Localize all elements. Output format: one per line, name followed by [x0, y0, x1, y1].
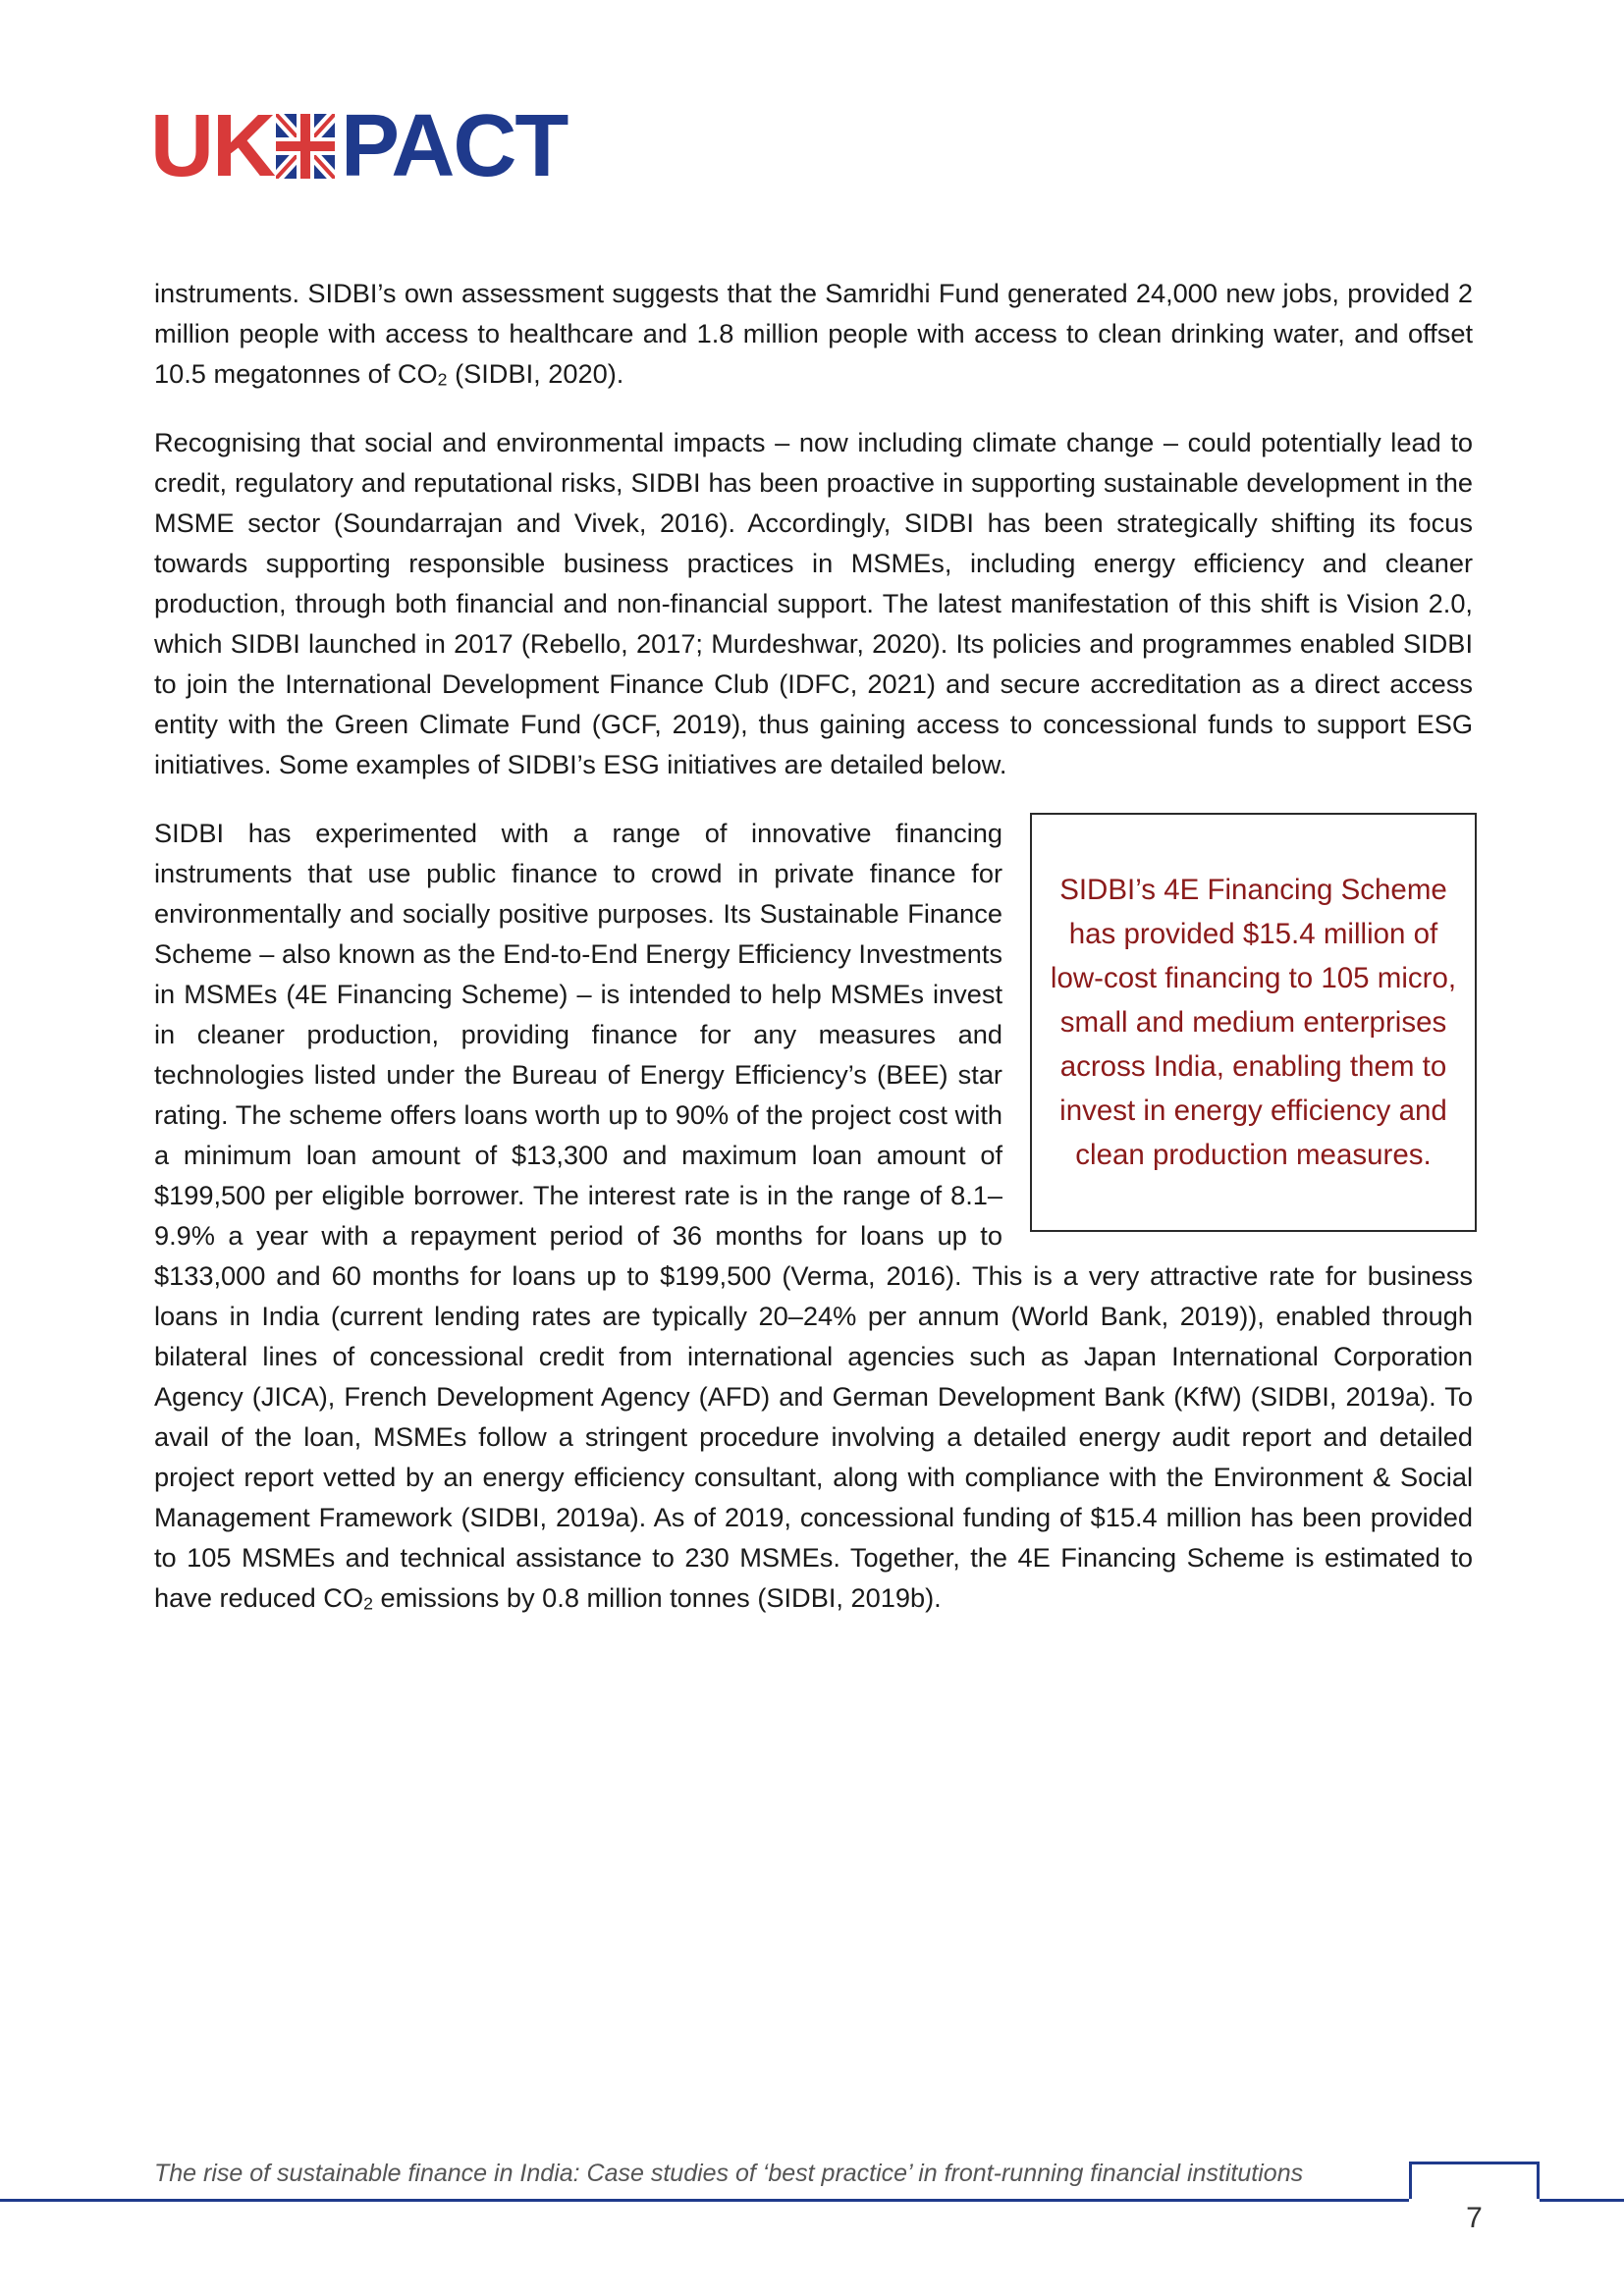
footer-title: The rise of sustainable finance in India: Case studies of ‘best practice’ in front-running financial institutions — [154, 2160, 1304, 2187]
paragraph-3: SIDBI has experimented with a range of innovative financing instruments that use public finance to crowd in private finance for environmentally and socially positive purposes. Its Sustainable Finance Scheme – also known as the End-to-End Energy Efficiency Investments in MSMEs (4E Financing Scheme) – is intended to help MSMEs invest in cleaner production, providing finance for any measures and technologies listed under the Bureau of Energy Efficiency’s (BEE) star rating. The scheme offers loans worth up to 90% of the project cost with a minimum loan amount of $13,300 and maximum loan amount of $199,500 per eligible borrower. The interest rate is in the range of 8.1–9.9% a year with a repayment period of 36 months for loans up to $133,000 and 60 months for loans up to $199,500 (Verma, 2016). This is a very attractive rate for business loans in India (current lending rates are typically 20–24% per annum (World Bank, 2019)), enabled through bilateral lines of concessional credit from international agencies such as Japan International Corporation Agency (JICA), French Development Agency (AFD) and German Development Bank (KfW) (SIDBI, 2019a). To avail of the loan, MSMEs follow a stringent procedure involving a detailed energy audit report and detailed project report vetted by an energy efficiency consultant, along with compliance with the Environment & Social Management Framework (SIDBI, 2019a). As of 2019, concessional funding of $15.4 million has been provided to 105 MSMEs and technical assistance to 230 MSMEs. Together, the 4E Financing Scheme is estimated to have reduced $CO_2$ emissions by 0.8 million tonnes (SIDBI, 2019b). — [154, 818, 1473, 1614]
page-number-tab — [1409, 2162, 1540, 2199]
callout-box — [1030, 813, 1477, 1232]
paragraph-2: Recognising that social and environmental impacts – now including climate change – could potentially lead to credit, regulatory and reputational risks, SIDBI has been proactive in supporting sustainable development in the MSME sector (Soundarrajan and Vivek, 2016). Accordingly, SIDBI has been strategically shifting its focus towards supporting responsible business practices in MSMEs, including energy efficiency and cleaner production, through both financial and non-financial support. The latest manifestation of this shift is Vision 2.0, which SIDBI launched in 2017 (Rebello, 2017; Murdeshwar, 2020). Its policies and programmes enabled SIDBI to join the International Development Finance Club (IDFC, 2021) and secure accreditation as a direct access entity with the Green Climate Fund (GCF, 2019), thus gaining access to concessional funds to support ESG initiatives. Some examples of SIDBI’s ESG initiatives are detailed below. — [154, 427, 1473, 779]
union-flag-icon — [276, 114, 335, 179]
logo-pact-text: PACT — [341, 97, 568, 195]
body-content — [154, 273, 1473, 1646]
footer-rule — [0, 2199, 1409, 2202]
paragraph-1: instruments. SIDBI’s own assessment suggests that the Samridhi Fund generated 24,000 new jobs, provided 2 million people with access to healthcare and 1.8 million people with access to clean drinking water, and offset 10.5 megatonnes of $CO_2$ (SIDBI, 2020). — [154, 278, 1473, 390]
logo-uk-text: UK — [150, 97, 274, 195]
ukpact-logo — [150, 97, 568, 195]
callout-text: SIDBI’s 4E Financing Scheme has provided $15.4 million of low-cost financing to 105 micro, small and medium enterprises across India, enabling them to invest in energy efficiency and clean production measures. — [1050, 874, 1457, 1171]
page-number: 7 — [1466, 2202, 1483, 2234]
footer-rule-right — [1540, 2199, 1624, 2202]
